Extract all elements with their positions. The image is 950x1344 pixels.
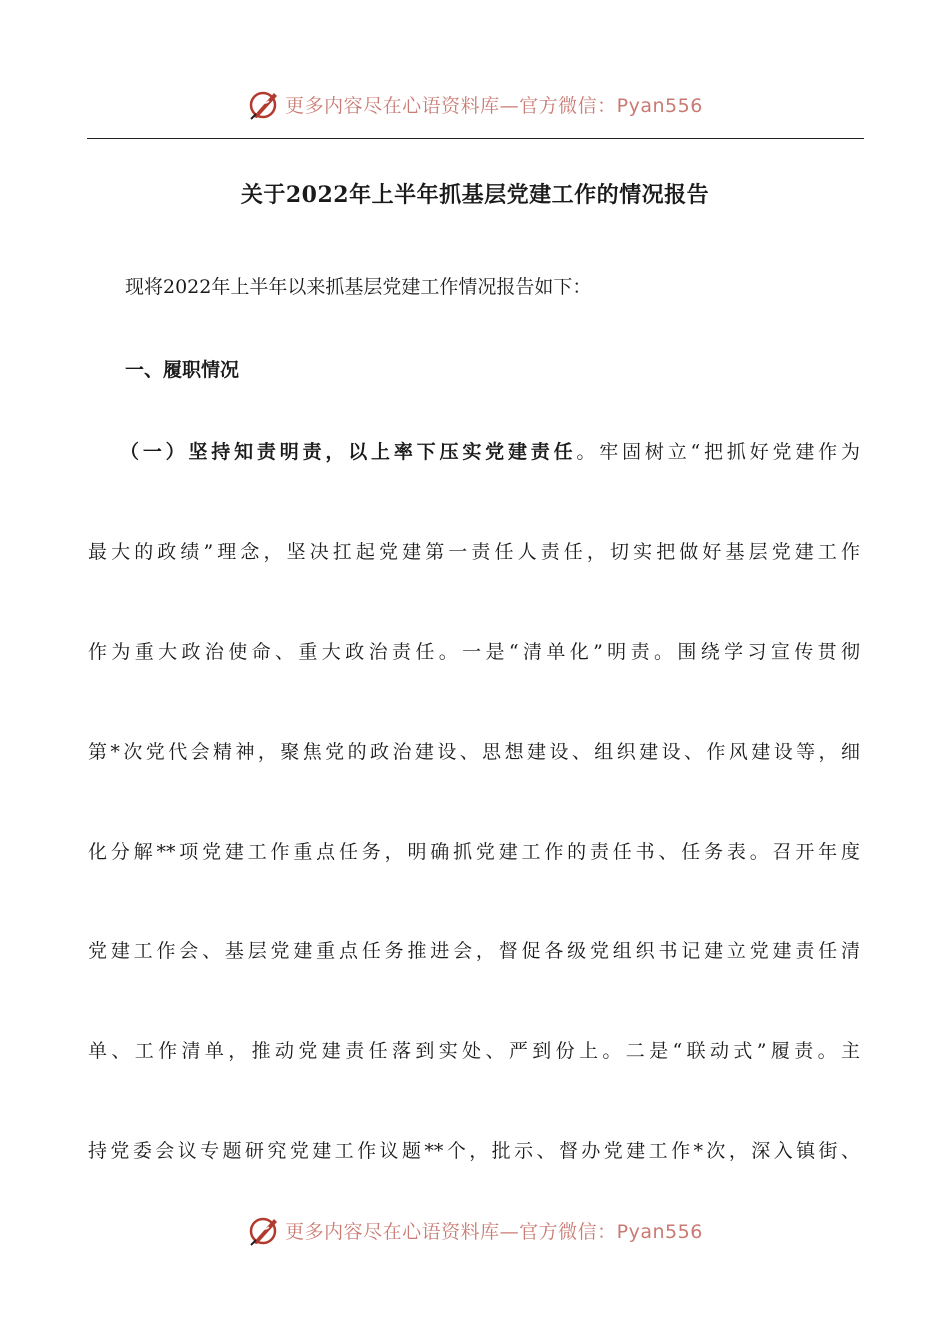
wechat-id: Pyan556 <box>616 94 703 117</box>
body-line: 单、工作清单，推动党建责任落到实处、严到份上。二是“联动式”履责。主 <box>88 1040 860 1062</box>
subsection-first-line <box>120 437 860 467</box>
body-line: 党建工作会、基层党建重点任务推进会，督促各级党组织书记建立党建责任清 <box>88 940 860 962</box>
body-text: 。牢固树立“把抓好党建作为 <box>576 441 860 463</box>
document-title: 关于2022年上半年抓基层党建工作的情况报告 <box>240 182 710 208</box>
header-divider <box>87 138 864 139</box>
watermark-footer <box>0 1210 950 1250</box>
body-line: 作为重大政治使命、重大政治责任。一是“清单化”明责。围绕学习宣传贯彻 <box>88 641 860 663</box>
quill-logo-icon <box>247 1213 281 1247</box>
watermark-text: 更多内容尽在心语资料库—官方微信：Pyan556 <box>285 94 703 117</box>
wechat-id: Pyan556 <box>616 1220 703 1243</box>
body-line: 第*次党代会精神，聚焦党的政治建设、思想建设、组织建设、作风建设等，细 <box>88 741 860 763</box>
body-line: 化分解**项党建工作重点任务，明确抓党建工作的责任书、任务表。召开年度 <box>88 841 860 863</box>
quill-logo-icon <box>247 87 281 121</box>
subsection-heading: （一）坚持知责明责，以上率下压实党建责任 <box>120 441 577 463</box>
watermark-text: 更多内容尽在心语资料库—官方微信：Pyan556 <box>285 1220 703 1243</box>
watermark-header <box>0 84 950 124</box>
section-heading: 一、履职情况 <box>125 359 240 381</box>
body-line: 最大的政绩”理念，坚决扛起党建第一责任人责任，切实把做好基层党建工作 <box>88 541 860 563</box>
intro-paragraph: 现将2022年上半年以来抓基层党建工作情况报告如下： <box>125 276 592 298</box>
body-line: 持党委会议专题研究党建工作议题**个，批示、督办党建工作*次，深入镇街、 <box>88 1140 860 1162</box>
